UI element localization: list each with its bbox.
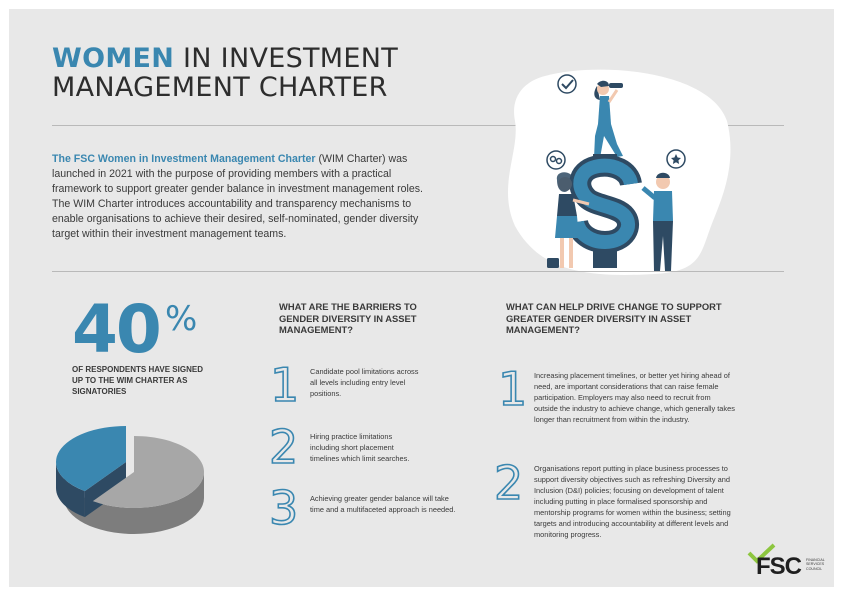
barrier-text-2: Hiring practice limitations including short placement timelines which limit searches. — [310, 432, 410, 463]
drivers-heading: WHAT CAN HELP DRIVE CHANGE TO SUPPORT GREATER GENDER DIVERSITY IN ASSET MANAGEMENT? — [506, 301, 722, 335]
driver-number-1: 1 — [498, 362, 528, 416]
pie-chart — [48, 420, 218, 540]
gears-icon — [547, 151, 565, 169]
barrier-number-1: 1 — [270, 358, 300, 412]
stat-value: 40 — [72, 291, 160, 368]
intro-paragraph — [52, 152, 436, 242]
title-line2: MANAGEMENT CHARTER — [52, 72, 388, 103]
page-title — [52, 44, 398, 102]
divider-middle — [52, 271, 784, 272]
driver-text-2: Organisations report putting in place business processes to support diversity objectives such as refreshing Diversity and Inclusion (D&I) policies; focusing on development of talent including putting in place formalised sponsorship and mentorship programs for women within the business; setting targets and introducing accountability at different levels and monitoring progress. — [534, 464, 731, 539]
binoculars-icon — [609, 83, 623, 88]
stat-caption: OF RESPONDENTS HAVE SIGNED UP TO THE WIM CHARTER AS SIGNATORIES — [72, 365, 203, 396]
stat-unit: % — [165, 299, 198, 339]
intro-body: (WIM Charter) was launched in 2021 with the purpose of providing members with a practical framework to support greater gender balance in investment management roles. The WIM Charter introduces accountability and transparency mechanisms to enable organisations to achieve their desired, self-nominated, gender diversity target within their investment management teams. — [52, 153, 423, 240]
barrier-text-1: Candidate pool limitations across all levels including entry level positions. — [310, 367, 419, 398]
barrier-text-3: Achieving greater gender balance will take time and a multifaceted approach is needed. — [310, 494, 456, 514]
briefcase-icon — [547, 258, 559, 268]
star-icon — [667, 150, 685, 168]
barrier-number-3: 3 — [269, 481, 299, 535]
charter-illustration — [505, 66, 735, 281]
title-accent: WOMEN — [52, 43, 175, 74]
barrier-number-2: 2 — [269, 420, 299, 474]
check-icon — [558, 75, 576, 93]
driver-text-1: Increasing placement timelines, or better yet hiring ahead of need, are important considerations that can raise female participation. Employers may also need to recruit from outside the industry to achieve change, which generally takes longer than recruitment from within the industry. — [534, 371, 735, 424]
intro-lead: The FSC Women in Investment Management Charter — [52, 153, 316, 165]
barriers-heading: WHAT ARE THE BARRIERS TO GENDER DIVERSITY IN ASSET MANAGEMENT? — [279, 301, 417, 335]
title-line1: IN INVESTMENT — [174, 43, 399, 74]
fsc-logo-subtitle: FINANCIAL SERVICES COUNCIL — [806, 558, 825, 571]
fsc-logo-mark: FSC — [756, 553, 801, 580]
driver-number-2: 2 — [494, 456, 524, 510]
